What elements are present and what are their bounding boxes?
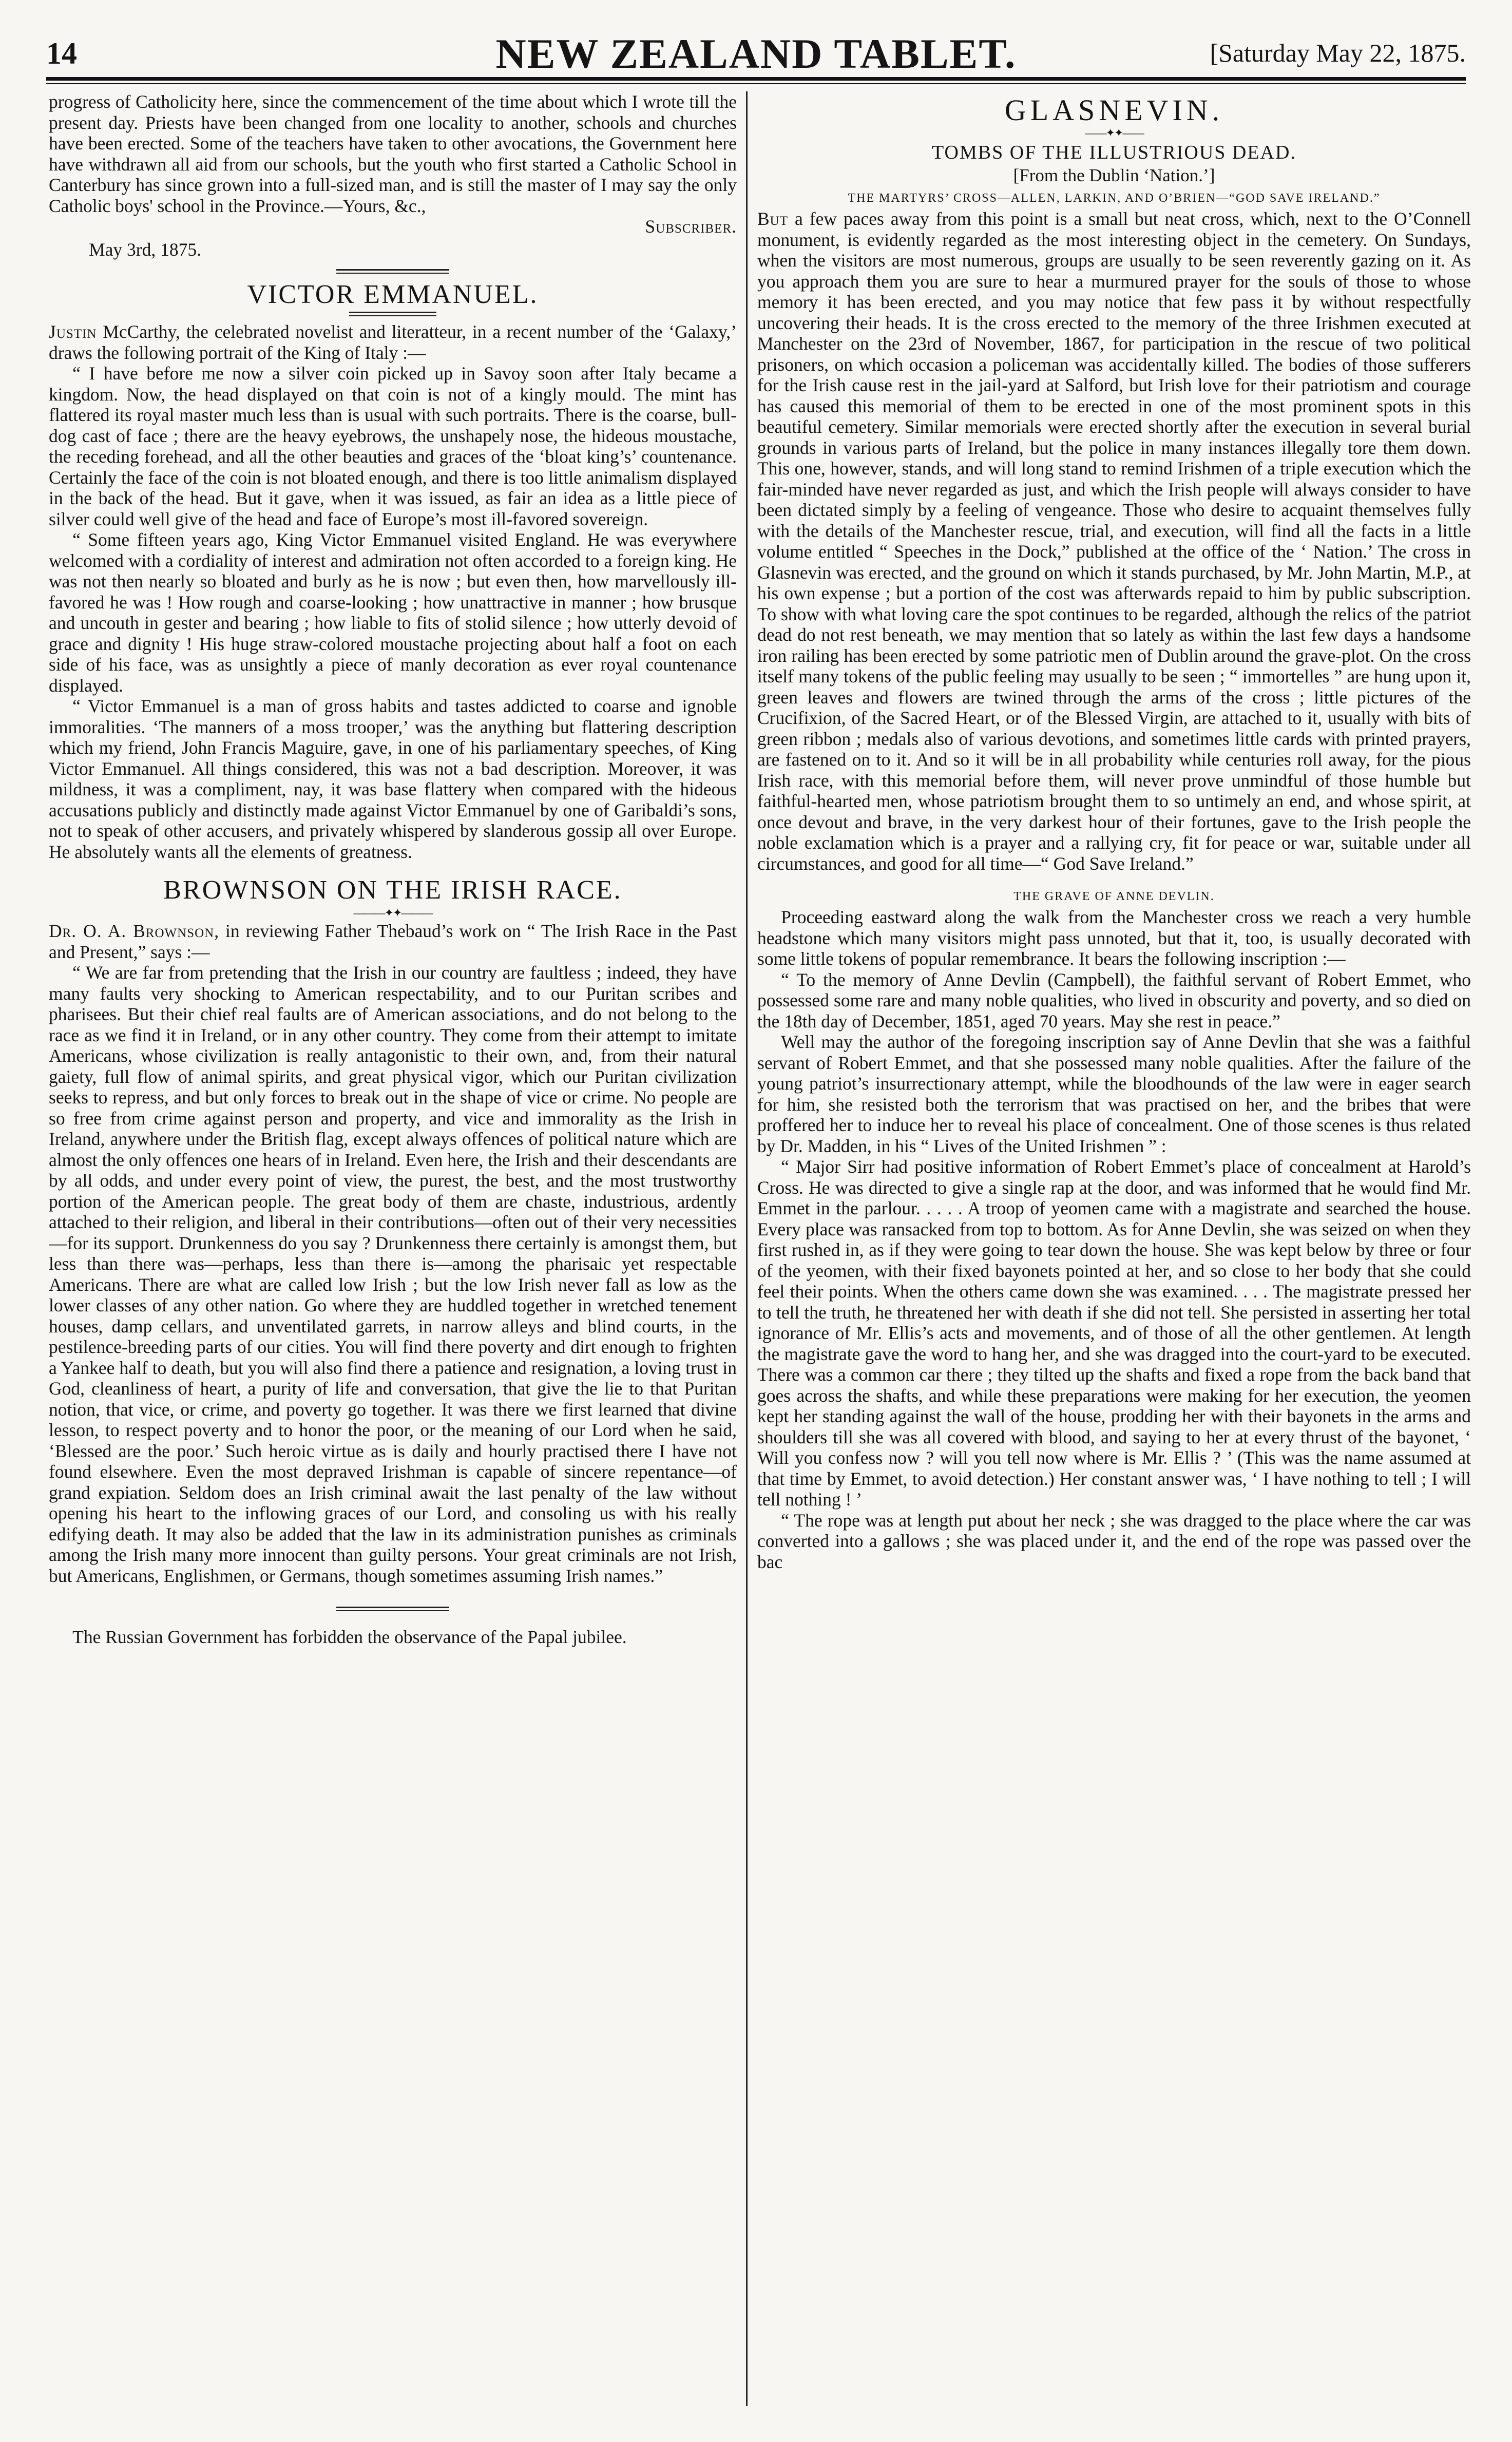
heading-ornament: ———✦✦——— bbox=[353, 906, 432, 919]
letter-signature: Subscriber. bbox=[645, 216, 737, 237]
left-column bbox=[49, 91, 737, 2421]
anne-devlin-kicker: THE GRAVE OF ANNE DEVLIN. bbox=[1013, 890, 1215, 903]
victor-paragraph-2: “ I have before me now a silver coin picked up in Savoy soon after Italy became a kingdom. Now, the head displayed on that coin is not of a kingly mould. The mint has flattered its royal master much less than is usual with such portraits. There is the coarse, bull-dog cast of face ; there are the heavy eyebrows, the unshapely nose, the hideous moustache, the receding forehead, and all the other beauties and graces of the ‘bloat king’s’ countenance. Certainly the face of the coin is not bloated enough, and there is too little animalism displayed in the back of the head. But it gave, when it was issued, as fair an idea as a little piece of silver could well give of the head and face of Europe’s most ill-favored sovereign. bbox=[49, 363, 737, 529]
devlin-quote-1: “ Major Sirr had positive information of Robert Emmet’s place of concealment at Harold’s Cross. He was directed to give a single rap at the door, and was informed that he would find Mr. Emmet in the parlour. . . . . A troop of yeomen came with a magistrate and searched the house. Every place was ransacked from top to bottom. As for Anne Devlin, she was seized on when they first rushed in, as if they were going to tear down the house. She was kept below by three or four of the yeomen, with their fixed bayonets pointed at her, and so close to her body that she could feel their points. When the others came down she was examined. . . . The magistrate pressed her to tell the truth, he threatened her with death if she did not tell. She persisted in asserting her total ignorance of Mr. Ellis’s acts and movements, and of those of all the other gentlemen. At length the magistrate gave the word to hang her, and she was dragged into the court-yard to be executed. There was a common car there ; they tilted up the shafts and fixed a rope from the back band that goes across the shafts, and while these preparations were making for her execution, the yeomen kept her standing against the wall of the house, prodding her with their bayonets in the arms and shoulders till she was all covered with blood, and saying to her at every thrust of the bayonet, ‘ Will you confess now ? will you tell now where is Mr. Ellis ? ’ (This was the name assumed at that time by Emmet, to avoid detection.) Her constant answer was, ‘ I have nothing to tell ; I will tell nothing ! ’ bbox=[757, 1156, 1471, 1510]
martyrs-cross-kicker: THE MARTYRS’ CROSS—ALLEN, LARKIN, AND O’BRIEN—“GOD SAVE IRELAND.” bbox=[848, 192, 1381, 205]
brownson-p1-text: in reviewing Father Thebaud’s work on “ The Irish Race in the Past and Present,” says :— bbox=[49, 921, 737, 962]
heading-underline bbox=[349, 312, 436, 316]
letter-date: May 3rd, 1875. bbox=[89, 239, 201, 260]
brownson-heading: BROWNSON ON THE IRISH RACE. bbox=[163, 875, 622, 905]
devlin-paragraph-1: Proceeding eastward along the walk from the Manchester cross we reach a very humble headstone which many visitors might pass unnoted, but that it, too, is usually decorated with some little tokens of popular remembrance. It bears the following inscription :— bbox=[757, 907, 1471, 969]
column-divider bbox=[746, 91, 748, 2406]
victor-paragraph-1 bbox=[49, 321, 737, 363]
glasnevin-subheading: TOMBS OF THE ILLUSTRIOUS DEAD. bbox=[932, 142, 1296, 163]
page-number: 14 bbox=[46, 36, 77, 70]
victor-paragraph-3: “ Some fifteen years ago, King Victor Emmanuel visited England. He was everywhere welcomed with a cordiality of interest and admiration not often accorded to a foreign king. He was not then nearly so bloated and burly as he is now ; but even then, how marvellously ill-favored he was ! How rough and coarse-looking ; how unattractive in manner ; how brusque and uncouth in gester and bearing ; how liable to fits of stolid silence ; how utterly devoid of grace and dignity ! His huge straw-colored moustache projecting about half a foot on each side of his face, was as unsightly a piece of manly decoration as ever royal countenance displayed. bbox=[49, 529, 737, 696]
russian-note: The Russian Government has forbidden the observance of the Papal jubilee. bbox=[72, 1627, 627, 1647]
heading-ornament: ——✦✦—— bbox=[1085, 126, 1143, 139]
masthead-rule bbox=[46, 77, 1466, 84]
devlin-inscription: “ To the memory of Anne Devlin (Campbell), the faithful servant of Robert Emmet, who possessed some rare and many noble qualities, who lived in obscurity and poverty, and so died on the 18th day of December, 1851, aged 70 years. May she rest in peace.” bbox=[757, 969, 1471, 1032]
glasnevin-heading: GLASNEVIN. bbox=[1004, 93, 1224, 127]
section-rule bbox=[336, 269, 449, 274]
devlin-paragraph-3: Well may the author of the foregoing inscription say of Anne Devlin that she was a faithful servant of Robert Emmet, and that she possessed many noble qualities. After the failure of the young patriot’s insurrectionary attempt, while the bloodhounds of the law were in eager search for him, she resisted both the terrorism that was practised on her, and the bribes that were proffered her to induce her to reveal his place of concealment. One of those scenes is thus related by Dr. Madden, in his “ Lives of the United Irishmen ” : bbox=[757, 1032, 1471, 1156]
brownson-paragraph-1 bbox=[49, 921, 737, 962]
source-note: [From the Dublin ‘Nation.’] bbox=[1013, 165, 1215, 185]
lead-word: But bbox=[757, 208, 789, 229]
section-rule bbox=[336, 1607, 449, 1611]
victor-emmanuel-heading: VICTOR EMMANUEL. bbox=[247, 280, 539, 309]
lead-name: Dr. O. A. Brownson, bbox=[49, 921, 220, 941]
lead-name: Justin bbox=[49, 321, 97, 342]
devlin-quote-2: “ The rope was at length put about her neck ; she was dragged to the place where the car was converted into a gallows ; she was placed under it, and the end of the rope was passed over the bac bbox=[757, 1510, 1471, 1572]
newspaper-title: NEW ZEALAND TABLET. bbox=[495, 30, 1017, 77]
victor-p1-text: McCarthy, the celebrated novelist and literatteur, in a recent number of the ‘Galaxy,’ draws the following portrait of the King of Italy :— bbox=[49, 321, 737, 363]
letter-text: progress of Catholicity here, since the commencement of the time about which I wrote till the present day. Priests have been changed from one locality to another, schools and churches have been erected. Some of the teachers have taken to other avocations, the Government here have withdrawn all aid from our schools, but the youth who first started a Catholic School in Canterbury has since grown into a full-sized man, and is still the master of I may say the only Catholic boys' school in the Province.—Yours, &c., bbox=[49, 91, 737, 216]
glasnevin-paragraph-1 bbox=[757, 208, 1471, 874]
victor-paragraph-4: “ Victor Emmanuel is a man of gross habits and tastes addicted to coarse and ignoble immoralities. ‘The manners of a moss trooper,’ was the anything but flattering description which my friend, John Francis Maguire, gave, in one of his parliamentary speeches, of King Victor Emmanuel. All things considered, this was not a bad description. Moreover, it was mildness, it was a compliment, nay, it was base flattery when compared with the hideous accusations publicly and distinctly made against Victor Emmanuel by one of Garibaldi’s sons, not to speak of other accusers, and privately whispered by slanderous gossip all over Europe. He absolutely wants all the elements of greatness. bbox=[49, 696, 737, 862]
right-column bbox=[757, 91, 1471, 2421]
brownson-paragraph-2: “ We are far from pretending that the Irish in our country are faultless ; indeed, they have many faults very shocking to American respectability, and to our Puritan scribes and pharisees. But their chief real faults are of American associations, and do not belong to the race as we find it in Ireland, or in any other country. They come from their attempt to imitate Americans, whose civilization is really antagonistic to their own, and, from their natural gaiety, full flow of animal spirits, and great physical vigor, which our Puritan civilization seeks to repress, and but only forces to break out in the shape of vice or crime. No people are so free from crime against person and property, and vice and immorality as the Irish in Ireland, anywhere under the British flag, except always offences of political nature which are almost the only offences one hears of in Ireland. Even here, the Irish and their descendants are by all odds, and under every point of view, the purest, the best, and the most trustworthy portion of the American people. The great body of them are chaste, industrious, ardently attached to their religion, and liberal in their contributions—often out of their very necessities—for its support. Drunkenness do you say ? Drunkenness there certainly is amongst them, but less than there was—perhaps, less than there is—among the pharisaic yet respectable Americans. There are what are called low Irish ; but the low Irish never fall as low as the lower classes of any other nation. Go where they are huddled together in wretched tenement houses, damp cellars, and unventilated garrets, in narrow alleys and blind courts, in the pestilence-breeding parts of our cities. You will find there poverty and dirt enough to frighten a Yankee half to death, but you will also find there a patience and resignation, a loving trust in God, cleanliness of heart, a purity of life and conversation, that give the lie to that Puritan notion, that vice, or crime, and poverty go together. It was there we first learned that divine lesson, to respect poverty and to honor the poor, or the meaning of our Lord when he said, ‘Blessed are the poor.’ Such heroic virtue as is daily and hourly practised there I have not found elsewhere. Even the most depraved Irishman is capable of sincere repentance—of grand expiation. Seldom does an Irish criminal await the last penalty of the law without opening his heart to the inflowing graces of our Lord, and consoling us with his really edifying death. It may also be added that the law in its administration punishes as criminals among the Irish many more innocent than guilty persons. Your great criminals are not Irish, but Americans, Englishmen, or Germans, though sometimes assuming Irish names.” bbox=[49, 962, 737, 1586]
glasnevin-p1-text: a few paces away from this point is a small but neat cross, which, next to the O’Connell monument, is evidently regarded as the most interesting object in the cemetery. On Sundays, when the visitors are most numerous, groups are usually to be seen reverently gazing on it. As you approach them you are sure to hear a murmured prayer for the souls of those to whose memory it has been erected, and you may notice that few pass it by without respectfully uncovering their heads. It is the cross erected to the memory of the three Irishmen executed at Manchester on the 23rd of November, 1867, for participation in the rescue of two political prisoners, on which occasion a policeman was accidentally killed. The bodies of those sufferers for the Irish cause rest in the jail-yard at Salford, but Irish love for their patriotism and courage has caused this memorial of them to be erected in one of the most prominent spots in this beautiful cemetery. Similar memorials were erected shortly after the execution in several burial grounds in various parts of Ireland, but the police in many instances illegally tore them down. This one, however, stands, and will long stand to remind Irishmen of a triple execution which the fair-minded have never regarded as just, and which the Irish people will always consider to have been dictated simply by a feeling of vengeance. Those who desire to acquaint themselves fully with the details of the Manchester rescue, trial, and execution, will find all the facts in a little volume entitled “ Speeches in the Dock,” published at the office of the ‘ Nation.’ The cross in Glasnevin was erected, and the ground on which it stands purchased, by Mr. John Martin, M.P., at his own expense ; but a portion of the cost was afterwards repaid to him by public subscription. To show with what loving care the spot continues to be regarded, although the relics of the patriot dead do not rest beneath, we may mention that so lately as within the last few days a handsome iron railing has been erected by some patriotic men of Dublin around the grave-plot. On the cross itself many tokens of the public feeling may usually to be seen ; “ immortelles ” are hung upon it, green leaves and flowers are twined through the arms of the cross ; little pictures of the Crucifixion, of the Sacred Heart, or of the Blessed Virgin, are attached to it, usually with bits of green ribbon ; medals also of various devotions, and sometimes little cards with printed prayers, are fastened on to it. And so it will be in all probability while centuries roll away, for the pious Irish race, with this memorial before them, will never prove unmindful of those humble but faithful-hearted men, whose patriotism brought them to so untimely an end, and whose spirit, at once devout and brave, in the very darkest hour of their fortunes, gave to the Irish people the noble exclamation which is a prayer and a rallying cry, fit for peace or war, suitable under all circumstances, and good for all time—“ God Save Ireland.” bbox=[757, 208, 1471, 874]
issue-date: [Saturday May 22, 1875. bbox=[1210, 39, 1466, 67]
